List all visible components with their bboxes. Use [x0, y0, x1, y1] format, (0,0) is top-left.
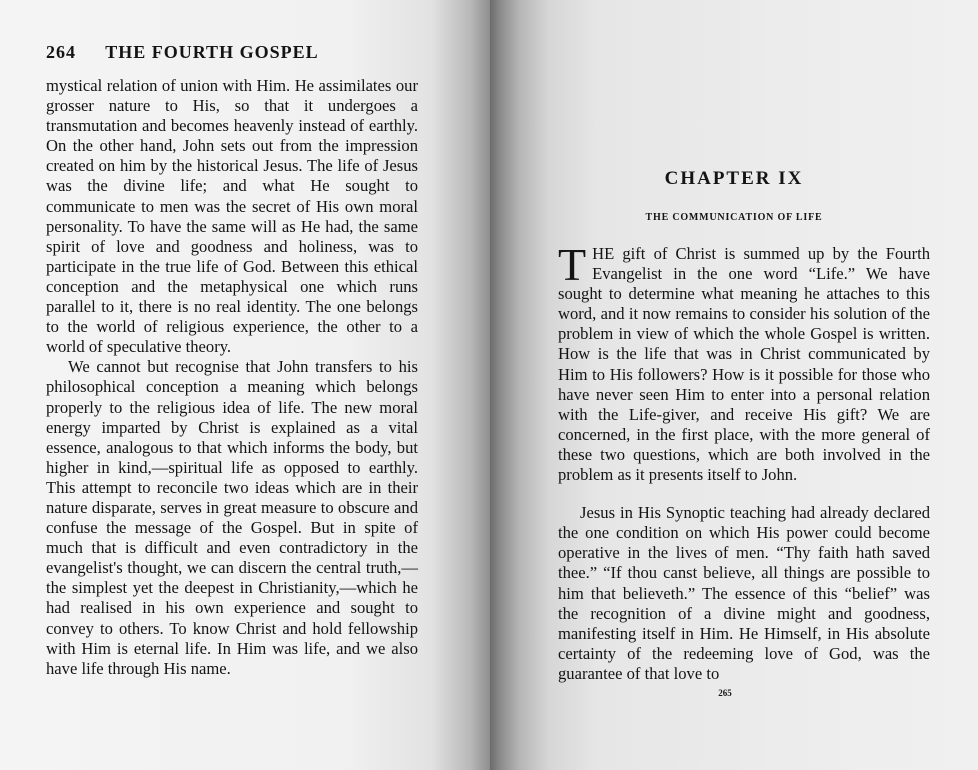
- chapter-subtitle: THE COMMUNICATION OF LIFE: [645, 212, 823, 223]
- page-number: 264: [46, 42, 76, 62]
- paragraph: Jesus in His Synoptic teaching had already declared the one condition on which His power could become operative in the lives of men. “Thy faith hath saved thee.” “If thou canst believe, all things are possible to him that believeth.” The essence of this “belief” was the recognition of a divine might and goodness, manifesting itself in Him. He Himself, in His absolute certainty of the redeeming love of God, was the guarantee of that love to: [558, 503, 930, 683]
- paragraph: We cannot but recognise that John transfers to his philosophical conception a meaning which belongs properly to the religious idea of life. The new moral energy imparted by Christ is explained as a vital essence, analogous to that which informs the body, but higher in kind,—spiritual life as opposed to earthly. This attempt to reconcile two ideas which are in their nature disparate, serves in great measure to obscure and confuse the message of the Gospel. But in spite of much that is difficult and even contradictory in the evangelist's thought, we can discern the central truth,—the simplest yet the deepest in Christianity,—which he had realised in his own experience and sought to convey to others. To know Christ and hold fellowship with Him is eternal life. In Him was life, and we also have life through His name.: [46, 357, 418, 678]
- right-page: [490, 0, 978, 770]
- chapter-title: CHAPTER IX: [664, 168, 804, 189]
- left-page-text: [46, 76, 418, 679]
- drop-cap: T: [558, 239, 587, 290]
- right-page-text: [558, 239, 930, 684]
- folio-page-number: 265: [718, 688, 732, 698]
- paragraph: [558, 239, 930, 485]
- running-head: [46, 42, 446, 63]
- paragraph: mystical relation of union with Him. He assimilates our grosser nature to His, so that it undergoes a transmutation and becomes heavenly instead of earthly. On the other hand, John sets out from the impression created on him by the historical Jesus. The life of Jesus was the divine life; and what He sought to communicate to men was the secret of His own moral personality. To have the same will as He had, the same spirit of love and goodness and holiness, was to participate in the true life of God. Between this ethical conception and the metaphysical one which runs parallel to it, there is no real identity. The one belongs to the world of religious experience, the other to a world of speculative theory.: [46, 76, 418, 357]
- running-head-title: THE FOURTH GOSPEL: [105, 42, 319, 62]
- paragraph-text: HE gift of Christ is summed up by the Fourth Evangelist in the one word “Life.” We have sought to determine what meaning he attaches to this word, and it now remains to consider his solution of the problem in view of which the whole Gospel is written. How is the life that was in Christ communicated by Him to His followers? How is it possible for those who have never seen Him to enter into a personal relation with the Life-giver, and receive His gift? We are concerned, in the first place, with the more general of these two questions, which are both involved in the problem as it presents itself to John.: [558, 244, 930, 485]
